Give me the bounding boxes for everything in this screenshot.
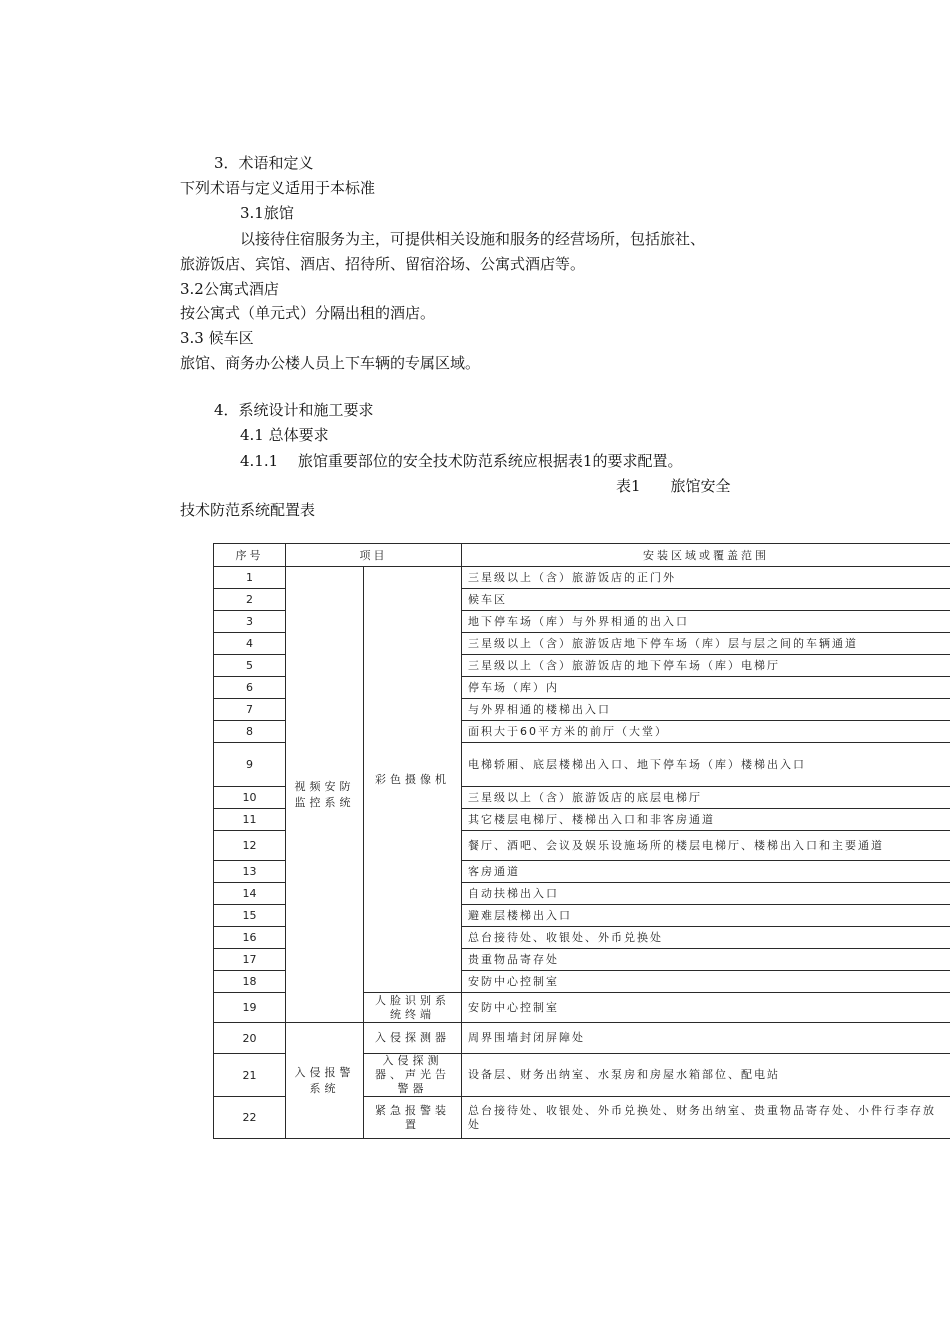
row-no: 14 <box>214 883 286 905</box>
row-area: 设备层、财务出纳室、水泵房和房屋水箱部位、配电站 <box>462 1054 950 1097</box>
section-4-1-title: 4.1 总体要求 <box>240 426 329 444</box>
row-area: 电梯轿厢、底层楼梯出入口、地下停车场（库）楼梯出入口 <box>462 743 950 787</box>
row-area: 与外界相通的楼梯出入口 <box>462 699 950 721</box>
row-area: 面积大于60平方米的前厅（大堂） <box>462 721 950 743</box>
table-row <box>214 567 950 589</box>
row-no: 13 <box>214 861 286 883</box>
section-3-3-body: 旅馆、商务办公楼人员上下车辆的专属区域。 <box>180 354 481 372</box>
row-area: 总台接待处、收银处、外币兑换处、财务出纳室、贵重物品寄存处、小件行李存放处 <box>462 1097 950 1139</box>
section-4-1-1-text: 4.1.1 旅馆重要部位的安全技术防范系统应根据表1的要求配置。 <box>240 452 683 470</box>
subitem-intrusion-detector: 入侵探测器 <box>364 1023 462 1054</box>
section-3-intro: 下列术语与定义适用于本标准 <box>180 179 376 197</box>
row-area: 其它楼层电梯厅、楼梯出入口和非客房通道 <box>462 809 950 831</box>
row-area: 餐厅、酒吧、会议及娱乐设施场所的楼层电梯厅、楼梯出入口和主要通道 <box>462 831 950 861</box>
row-area: 安防中心控制室 <box>462 971 950 993</box>
section-3-1-body-line1: 以接待住宿服务为主，可提供相关设施和服务的经营场所，包括旅社、 <box>240 230 706 248</box>
subitem-emergency-alarm: 紧急报警装置 <box>364 1097 462 1139</box>
row-area: 总台接待处、收银处、外币兑换处 <box>462 927 950 949</box>
row-no: 9 <box>214 743 286 787</box>
row-area: 三星级以上（含）旅游饭店地下停车场（库）层与层之间的车辆通道 <box>462 633 950 655</box>
header-item: 项目 <box>286 544 462 567</box>
row-no: 6 <box>214 677 286 699</box>
row-no: 19 <box>214 993 286 1023</box>
row-no: 22 <box>214 1097 286 1139</box>
row-no: 16 <box>214 927 286 949</box>
section-4-title: 4．系统设计和施工要求 <box>214 401 374 419</box>
row-area: 候车区 <box>462 589 950 611</box>
subitem-detector-and-alarm: 入侵探测器、声光告警器 <box>364 1054 462 1097</box>
row-no: 20 <box>214 1023 286 1054</box>
section-3-1-title: 3.1旅馆 <box>240 204 294 222</box>
row-no: 10 <box>214 787 286 809</box>
section-3-title: 3．术语和定义 <box>214 154 314 172</box>
row-no: 18 <box>214 971 286 993</box>
subitem-face-recognition: 人脸识别系统终端 <box>364 993 462 1023</box>
row-area: 安防中心控制室 <box>462 993 950 1023</box>
row-no: 8 <box>214 721 286 743</box>
section-3-2-body: 按公寓式（单元式）分隔出租的酒店。 <box>180 304 436 322</box>
row-area: 自动扶梯出入口 <box>462 883 950 905</box>
subitem-color-camera: 彩色摄像机 <box>364 567 462 993</box>
row-area: 贵重物品寄存处 <box>462 949 950 971</box>
config-table <box>213 543 950 1139</box>
table-caption-line2: 技术防范系统配置表 <box>180 501 316 519</box>
row-no: 15 <box>214 905 286 927</box>
section-3-1-body-line2: 旅游饭店、宾馆、酒店、招待所、留宿浴场、公寓式酒店等。 <box>180 255 586 273</box>
header-area: 安装区域或覆盖范围 <box>462 544 950 567</box>
row-area: 三星级以上（含）旅游饭店的底层电梯厅 <box>462 787 950 809</box>
category-video-surveillance: 视频安防监控系统 <box>286 567 364 1023</box>
section-3-2-title: 3.2公寓式酒店 <box>180 280 279 298</box>
row-area: 三星级以上（含）旅游饭店的正门外 <box>462 567 950 589</box>
table-header-row <box>214 544 950 567</box>
row-no: 2 <box>214 589 286 611</box>
row-no: 12 <box>214 831 286 861</box>
row-area: 停车场（库）内 <box>462 677 950 699</box>
row-area: 客房通道 <box>462 861 950 883</box>
row-no: 3 <box>214 611 286 633</box>
row-area: 避难层楼梯出入口 <box>462 905 950 927</box>
row-area: 三星级以上（含）旅游饭店的地下停车场（库）电梯厅 <box>462 655 950 677</box>
table-row <box>214 1023 950 1054</box>
section-3-3-title: 3.3 候车区 <box>180 329 254 347</box>
row-no: 7 <box>214 699 286 721</box>
row-no: 4 <box>214 633 286 655</box>
table-caption-line1: 表1 旅馆安全 <box>616 477 731 495</box>
row-no: 11 <box>214 809 286 831</box>
header-no: 序号 <box>214 544 286 567</box>
row-no: 21 <box>214 1054 286 1097</box>
row-no: 5 <box>214 655 286 677</box>
row-no: 1 <box>214 567 286 589</box>
config-table-container <box>213 543 950 1139</box>
row-no: 17 <box>214 949 286 971</box>
row-area: 周界围墙封闭屏障处 <box>462 1023 950 1054</box>
category-intrusion-alarm: 入侵报警系统 <box>286 1023 364 1139</box>
row-area: 地下停车场（库）与外界相通的出入口 <box>462 611 950 633</box>
